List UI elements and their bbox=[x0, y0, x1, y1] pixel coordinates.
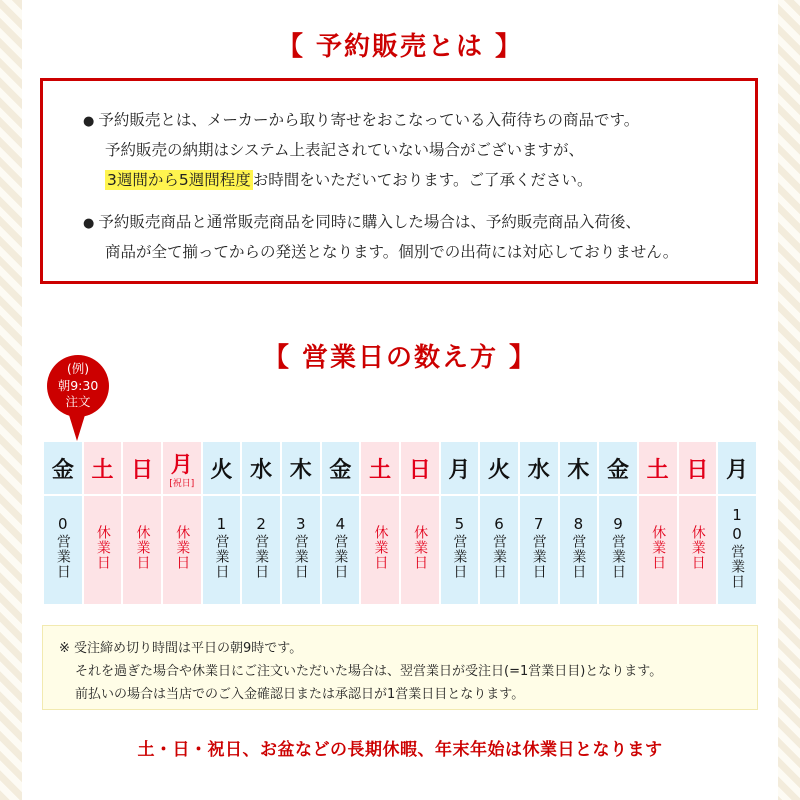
calendar-count-text bbox=[530, 515, 548, 579]
calendar-count-cell bbox=[679, 496, 717, 604]
preorder-bullet-1 bbox=[83, 105, 639, 196]
calendar-count-text bbox=[569, 515, 587, 579]
calendar-day-cell bbox=[203, 442, 241, 494]
calendar-count-label: 営業日 bbox=[451, 534, 468, 580]
calendar-count-cell bbox=[44, 496, 82, 604]
calendar-day-label: 土 bbox=[369, 457, 392, 483]
calendar-count-text bbox=[331, 515, 349, 579]
calendar-count-text bbox=[292, 515, 310, 579]
calendar-day-label: 日 bbox=[408, 457, 431, 483]
calendar-count-label: 営業日 bbox=[729, 543, 746, 589]
bullet-1-text-3: お時間をいただいております。ご了承ください。 bbox=[252, 171, 593, 190]
example-order-bubble bbox=[47, 355, 109, 417]
calendar-count-number: 6 bbox=[490, 515, 509, 535]
calendar-day-sublabel: [祝日] bbox=[169, 478, 195, 489]
closed-days-footer: 土・日・祝日、お盆などの長期休暇、年末年始は休業日となります bbox=[137, 740, 663, 760]
calendar-count-text bbox=[252, 515, 270, 579]
page-content-panel bbox=[22, 0, 778, 800]
calendar-count-label: 営業日 bbox=[292, 534, 309, 580]
note-line-1: ※ 受注締め切り時間は平日の朝9時です。 bbox=[59, 641, 303, 656]
note-line-3: 前払いの場合は当店でのご入金確認日または承認日が1営業日目となります。 bbox=[75, 686, 525, 702]
calendar-day-cell bbox=[322, 442, 360, 494]
bullet-1-line-3 bbox=[83, 165, 639, 195]
calendar-count-number: 1 bbox=[212, 515, 231, 535]
preorder-info-box bbox=[40, 78, 758, 284]
calendar-count-label: 休業日 bbox=[94, 524, 111, 570]
section-title-business-days: 【 営業日の数え方 】 bbox=[262, 343, 538, 373]
document-content bbox=[22, 0, 778, 800]
calendar-day-label: 土 bbox=[646, 457, 669, 483]
calendar-count-label: 休業日 bbox=[372, 524, 389, 570]
calendar-count-number: 4 bbox=[331, 515, 350, 535]
calendar-count-text bbox=[649, 525, 666, 570]
calendar-count-text bbox=[54, 515, 72, 579]
calendar-day-label: 金 bbox=[329, 457, 352, 483]
calendar-count-text bbox=[134, 525, 151, 570]
calendar-count-label: 営業日 bbox=[530, 534, 547, 580]
calendar-day-cell bbox=[163, 442, 201, 494]
order-cutoff-note bbox=[42, 625, 758, 710]
bullet-2-line-2 bbox=[83, 237, 678, 267]
calendar-day-label: 日 bbox=[131, 457, 154, 483]
calendar-count-text bbox=[450, 515, 468, 579]
calendar-count-cell bbox=[203, 496, 241, 604]
calendar-count-label: 営業日 bbox=[253, 534, 270, 580]
calendar-day-cell bbox=[401, 442, 439, 494]
note-line-2: それを過ぎた場合や休業日にご注文いただいた場合は、翌営業日が受注日(=1営業日目)となります。 bbox=[75, 663, 663, 679]
calendar-count-text bbox=[212, 515, 230, 579]
calendar-count-cell bbox=[639, 496, 677, 604]
calendar-count-label: 営業日 bbox=[491, 534, 508, 580]
calendar-count-text bbox=[411, 525, 428, 570]
calendar-day-cell bbox=[639, 442, 677, 494]
calendar-count-cell bbox=[361, 496, 399, 604]
bullet-2-text-2: 商品が全て揃ってからの発送となります。個別での出荷には対応しておりません。 bbox=[105, 243, 679, 262]
calendar-count-cell bbox=[123, 496, 161, 604]
calendar-day-row bbox=[44, 442, 756, 494]
bullet-2-text-1: 予約販売商品と通常販売商品を同時に購入した場合は、予約販売商品入荷後、 bbox=[98, 213, 641, 231]
calendar-day-label: 水 bbox=[527, 457, 550, 483]
calendar-day-label: 月 bbox=[448, 457, 471, 483]
calendar-count-text bbox=[173, 525, 190, 570]
calendar-day-cell bbox=[560, 442, 598, 494]
calendar-count-label: 営業日 bbox=[610, 534, 627, 580]
calendar-count-label: 休業日 bbox=[650, 524, 667, 570]
calendar-day-cell bbox=[520, 442, 558, 494]
calendar-day-label: 木 bbox=[289, 457, 312, 483]
calendar-day-label: 月 bbox=[170, 452, 193, 478]
calendar-count-label: 営業日 bbox=[54, 534, 71, 580]
calendar-day-cell bbox=[679, 442, 717, 494]
calendar-count-cell bbox=[282, 496, 320, 604]
calendar-count-label: 営業日 bbox=[570, 534, 587, 580]
bullet-icon: ● bbox=[83, 114, 95, 129]
bullet-icon: ● bbox=[83, 216, 95, 231]
calendar-day-cell bbox=[441, 442, 479, 494]
calendar-day-label: 日 bbox=[686, 457, 709, 483]
calendar-day-label: 木 bbox=[567, 457, 590, 483]
calendar-day-cell bbox=[361, 442, 399, 494]
calendar-day-cell bbox=[480, 442, 518, 494]
calendar-count-cell bbox=[480, 496, 518, 604]
calendar-count-number: 3 bbox=[291, 515, 310, 535]
bullet-1-text-1: 予約販売とは、メーカーから取り寄せをおこなっている入荷待ちの商品です。 bbox=[98, 111, 640, 129]
calendar-day-cell bbox=[123, 442, 161, 494]
calendar-count-cell bbox=[163, 496, 201, 604]
calendar-count-row bbox=[44, 496, 756, 604]
calendar-count-label: 休業日 bbox=[174, 524, 191, 570]
calendar-day-label: 金 bbox=[607, 457, 630, 483]
bullet-1-line-1 bbox=[83, 105, 639, 135]
calendar-count-text bbox=[689, 525, 706, 570]
calendar-count-cell bbox=[560, 496, 598, 604]
bullet-1-line-2 bbox=[83, 135, 639, 165]
calendar-count-cell bbox=[718, 496, 756, 604]
calendar-count-cell bbox=[401, 496, 439, 604]
calendar-day-label: 火 bbox=[210, 457, 233, 483]
calendar-count-number: 8 bbox=[569, 515, 588, 535]
business-day-calendar bbox=[42, 440, 758, 606]
calendar-count-text bbox=[728, 506, 746, 589]
calendar-day-cell bbox=[44, 442, 82, 494]
calendar-day-cell bbox=[282, 442, 320, 494]
calendar-count-cell bbox=[242, 496, 280, 604]
bubble-pointer-icon bbox=[69, 415, 85, 441]
calendar-day-label: 土 bbox=[91, 457, 114, 483]
bullet-2-line-1 bbox=[83, 207, 678, 237]
calendar-count-number: 5 bbox=[450, 515, 469, 535]
calendar-count-cell bbox=[520, 496, 558, 604]
calendar-day-label: 火 bbox=[488, 457, 511, 483]
calendar-count-text bbox=[94, 525, 111, 570]
calendar-count-label: 営業日 bbox=[213, 534, 230, 580]
example-bubble-line-3: 注文 bbox=[65, 394, 91, 409]
calendar-day-cell bbox=[242, 442, 280, 494]
calendar-count-label: 休業日 bbox=[412, 524, 429, 570]
calendar-count-text bbox=[372, 525, 389, 570]
example-bubble-line-2: 朝9:30 bbox=[57, 377, 99, 393]
lead-time-highlight: 3週間から5週間程度 bbox=[107, 171, 251, 190]
calendar-day-cell bbox=[84, 442, 122, 494]
calendar-count-cell bbox=[322, 496, 360, 604]
calendar-count-number: 7 bbox=[529, 515, 548, 535]
calendar-count-text bbox=[490, 515, 508, 579]
calendar-day-label: 月 bbox=[726, 457, 749, 483]
section-title-preorder: 【 予約販売とは 】 bbox=[276, 32, 524, 62]
calendar-day-label: 金 bbox=[51, 457, 74, 483]
calendar-count-cell bbox=[599, 496, 637, 604]
calendar-day-cell bbox=[599, 442, 637, 494]
calendar-count-number: 10 bbox=[728, 505, 747, 544]
bullet-1-text-2: 予約販売の納期はシステム上表記されていない場合がございますが、 bbox=[105, 141, 584, 160]
calendar-count-label: 休業日 bbox=[689, 524, 706, 570]
preorder-bullet-2 bbox=[83, 207, 678, 267]
calendar-count-cell bbox=[84, 496, 122, 604]
example-bubble-line-1: (例) bbox=[66, 361, 90, 376]
calendar-count-label: 営業日 bbox=[332, 534, 349, 580]
calendar-count-number: 0 bbox=[53, 515, 72, 535]
calendar-count-label: 休業日 bbox=[134, 524, 151, 570]
calendar-count-cell bbox=[441, 496, 479, 604]
calendar-count-number: 9 bbox=[609, 515, 628, 535]
calendar-day-cell bbox=[718, 442, 756, 494]
calendar-count-text bbox=[609, 515, 627, 579]
calendar-count-number: 2 bbox=[252, 515, 271, 535]
calendar-day-label: 水 bbox=[250, 457, 273, 483]
